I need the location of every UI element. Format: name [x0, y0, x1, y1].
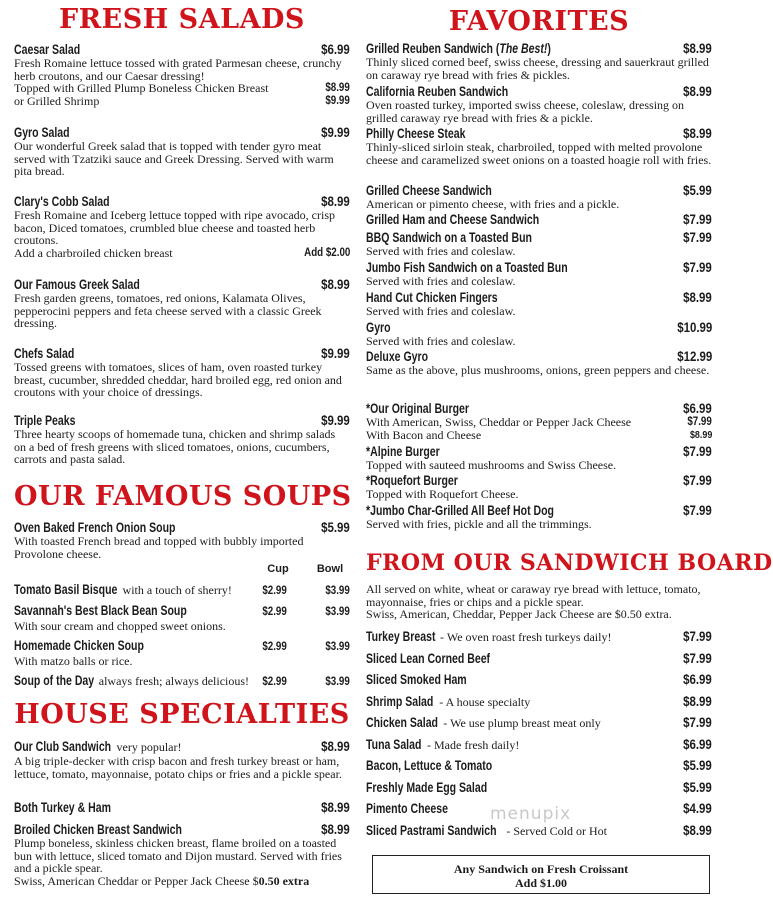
item-note: - Served Cold or Hot [503, 824, 607, 838]
item-name: Tomato Basil Bisque [14, 582, 118, 597]
menu-item-tomato-bisque [14, 582, 350, 599]
item-name: Chefs Salad [14, 346, 75, 361]
item-description: Served with fries and coleslaw. [366, 274, 516, 288]
item-addon: or Grilled Shrimp [14, 93, 100, 108]
item-note: - A house specialty [436, 695, 531, 709]
item-price: $9.99 [321, 346, 350, 361]
menu-item-philly-cheese-steak [366, 126, 712, 166]
item-price: $8.99 [683, 290, 712, 305]
item-description: A big triple-decker with crisp bacon and fresh turkey breast or ham, lettuce, tomato, mayonnaise, potato chips or fries and a pickle spear. [14, 754, 342, 781]
menu-item-bbq-sandwich [366, 230, 712, 258]
item-name: Deluxe Gyro [366, 349, 429, 364]
item-price: $8.99 [321, 822, 350, 837]
item-description: Served with fries, pickle and all the trimmings. [366, 517, 592, 531]
item-price: $8.99 [683, 694, 712, 709]
item-description: American or pimento cheese, with fries and a pickle. [366, 197, 620, 211]
menu-item-soup-of-the-day [14, 673, 350, 690]
item-description: Fresh Romaine and Iceberg lettuce topped with ripe avocado, crisp bacon, Diced tomatoes, crumbled blue cheese and toasted herb croutons. [14, 208, 336, 247]
item-name: Pimento Cheese [366, 801, 448, 816]
item-name: Gyro [366, 320, 391, 335]
item-name: Grilled Cheese Sandwich [366, 183, 492, 198]
item-name: Bacon, Lettuce & Tomato [366, 758, 493, 773]
cup-price: $2.99 [262, 585, 287, 597]
item-name: Jumbo Fish Sandwich on a Toasted Bun [366, 260, 568, 275]
soups-heading: OUR FAMOUS SOUPS [14, 481, 352, 512]
item-addon-price: $8.99 [689, 428, 712, 441]
item-name-italic: The Best! [499, 41, 548, 56]
item-description: Topped with sauteed mushrooms and Swiss Cheese. [366, 458, 617, 472]
item-price: $8.99 [321, 800, 350, 815]
item-name: Our Famous Greek Salad [14, 277, 140, 292]
item-name: *Jumbo Char-Grilled All Beef Hot Dog [366, 503, 555, 518]
item-description: Served with fries and coleslaw. [366, 304, 516, 318]
item-price: $6.99 [683, 737, 712, 752]
croissant-box [372, 855, 710, 894]
item-description: With sour cream and chopped sweet onions. [14, 619, 226, 633]
item-addon-price: Add $2.00 [303, 246, 350, 259]
menu-item-deluxe-gyro [366, 349, 712, 377]
item-description: Three hearty scoops of homemade tuna, chicken and shrimp salads on a bed of fresh greens with sliced tomatoes, onions, cucumbers, carrots and pasta salad. [14, 427, 336, 466]
board-item-blt [366, 758, 712, 773]
menu-item-hot-dog [366, 503, 712, 531]
item-price: $6.99 [321, 42, 350, 57]
item-price: $7.99 [683, 629, 712, 644]
item-description: Fresh Romaine lettuce tossed with grated Parmesan cheese, crunchy herb croutons, and our Caesar dressing! [14, 56, 342, 83]
cup-price: $2.99 [262, 641, 287, 653]
item-name-main: Grilled Reuben Sandwich ( [366, 41, 500, 56]
item-price: $7.99 [683, 260, 712, 275]
item-price: $9.99 [321, 125, 350, 140]
board-item-corned-beef [366, 651, 712, 666]
board-item-tuna-salad [366, 737, 712, 753]
item-name: Homemade Chicken Soup [14, 638, 144, 653]
cheese-extra [14, 875, 350, 888]
item-name: Grilled Ham and Cheese Sandwich [366, 212, 540, 227]
item-price: $7.99 [683, 651, 712, 666]
item-price: $7.99 [683, 444, 712, 459]
cup-label: Cup [267, 563, 289, 575]
item-name: Freshly Made Egg Salad [366, 780, 488, 795]
item-price: $8.99 [321, 277, 350, 292]
item-description: Thinly-sliced sirloin steak, charbroiled, topped with melted provolone cheese and caramelized sweet onions on a toasted hoagie roll with fries. [366, 140, 712, 167]
menu-item-alpine-burger [366, 444, 712, 472]
item-name: Triple Peaks [14, 413, 76, 428]
item-price: $5.99 [683, 780, 712, 795]
item-name: Our Club Sandwich [14, 739, 112, 754]
croissant-price: Add $1.00 [514, 876, 567, 890]
menu-item-chicken-soup [14, 638, 350, 668]
item-description: Topped with Roquefort Cheese. [366, 487, 519, 501]
item-addon-price: $9.99 [325, 94, 350, 107]
item-name: Hand Cut Chicken Fingers [366, 290, 498, 305]
menu-item-roquefort-burger [366, 473, 712, 501]
item-addon-price: $7.99 [687, 416, 712, 428]
menu-item-california-reuben [366, 84, 712, 124]
item-description: Our wonderful Greek salad that is topped with tender gyro meat served with Tzatziki sauce and Greek Dressing. Served with warm pita bread. [14, 139, 334, 178]
item-name: Oven Baked French Onion Soup [14, 520, 176, 535]
item-price: $10.99 [676, 320, 712, 335]
menu-item-gyro [366, 320, 712, 348]
item-description: With matzo balls or rice. [14, 654, 133, 668]
menu-item-grilled-ham-cheese [366, 212, 712, 227]
item-addon: Add a charbroiled chicken breast [14, 245, 173, 260]
bowl-price: $3.99 [325, 676, 350, 688]
bowl-label: Bowl [316, 563, 344, 575]
cup-price: $2.99 [262, 606, 287, 618]
item-name: Clary's Cobb Salad [14, 194, 110, 209]
menu-item-black-bean-soup [14, 603, 350, 633]
menu-item-gyro-salad [14, 125, 350, 178]
item-name: Philly Cheese Steak [366, 126, 466, 141]
item-name: Sliced Lean Corned Beef [366, 651, 491, 666]
menu-item-grilled-reuben [366, 41, 712, 81]
menu-item-triple-peaks [14, 413, 350, 466]
cheese-extra-text: Swiss, American Cheddar or Pepper Jack Cheese $ [14, 873, 259, 888]
item-name: BBQ Sandwich on a Toasted Bun [366, 230, 532, 245]
item-addon: With American, Swiss, Cheddar or Pepper Jack Cheese [366, 415, 632, 429]
item-price: $6.99 [683, 401, 712, 416]
item-name: Sliced Smoked Ham [366, 672, 467, 687]
item-name-end: ) [547, 41, 551, 56]
item-price: $5.99 [321, 520, 350, 535]
item-description: With toasted French bread and topped with bubbly imported Provolone cheese. [14, 534, 304, 561]
item-note: - We oven roast fresh turkeys daily! [437, 630, 612, 644]
item-price: $8.99 [683, 823, 712, 838]
item-description: Fresh garden greens, tomatoes, red onions, Kalamata Olives, pepperocini peppers and feta cheese served with a classic Greek dressing. [14, 291, 322, 330]
menu-item-broiled-chicken [14, 822, 350, 887]
menu-item-turkey-ham [14, 800, 350, 815]
menu-item-chefs-salad [14, 346, 350, 399]
item-name: *Roquefort Burger [366, 473, 458, 488]
item-note: with a touch of sherry! [122, 583, 232, 597]
fresh-salads-heading: FRESH SALADS [59, 4, 305, 35]
item-price: $8.99 [683, 41, 712, 56]
item-description: Plump boneless, skinless chicken breast, flame broiled on a toasted bun with lettuce, sliced tomato and Dijon mustard. Served with fries and a pickle spear. [14, 836, 342, 875]
intro-text: All served on white, wheat or caraway rye bread with lettuce, tomato, mayonnaise, fries or chips and a pickle spear. [366, 582, 701, 609]
menu-item-caesar-salad [14, 42, 350, 107]
cheese-extra-price: 0.50 extra [258, 873, 310, 888]
menu-item-cobb-salad [14, 194, 350, 259]
board-item-turkey-breast [366, 629, 712, 645]
bowl-price: $3.99 [325, 585, 350, 597]
item-price: $6.99 [683, 672, 712, 687]
item-description: Thinly sliced corned beef, swiss cheese, dressing and sauerkraut grilled on caraway rye bread with fries & pickles. [366, 55, 709, 82]
item-price: $8.99 [321, 194, 350, 209]
item-name: Tuna Salad [366, 737, 422, 752]
favorites-heading: FAVORITES [448, 6, 630, 37]
bowl-price: $3.99 [325, 606, 350, 618]
item-price: $9.99 [321, 413, 350, 428]
item-name: Gyro Salad [14, 125, 70, 140]
menu-item-french-onion-soup [14, 520, 350, 560]
item-name: Broiled Chicken Breast Sandwich [14, 822, 182, 837]
item-description: Tossed greens with tomatoes, slices of ham, oven roasted turkey breast, cucumber, shredded cheddar, hard broiled egg, red onion and croutons with your choice of dressings. [14, 360, 342, 399]
item-price: $8.99 [683, 84, 712, 99]
menu-item-club-sandwich [14, 739, 350, 780]
item-note: very popular! [116, 740, 182, 754]
item-name: California Reuben Sandwich [366, 84, 509, 99]
item-price: $7.99 [683, 212, 712, 227]
item-note: - Made fresh daily! [424, 738, 520, 752]
item-name: Both Turkey & Ham [14, 800, 111, 815]
menu-item-greek-salad [14, 277, 350, 330]
item-description: Served with fries and coleslaw. [366, 334, 516, 348]
item-addon: With Bacon and Cheese [366, 427, 482, 442]
item-price: $7.99 [683, 473, 712, 488]
item-name: Savannah's Best Black Bean Soup [14, 603, 187, 618]
menupix-watermark: menupix [490, 804, 572, 824]
board-item-smoked-ham [366, 672, 712, 687]
item-price: $4.99 [683, 801, 712, 816]
soup-size-header [14, 562, 350, 577]
item-addon-price: $8.99 [325, 82, 350, 94]
item-description: Served with fries and coleslaw. [366, 244, 516, 258]
board-item-egg-salad [366, 780, 712, 795]
sandwich-board-heading: FROM OUR SANDWICH BOARD [366, 550, 773, 576]
item-name: Chicken Salad [366, 715, 438, 730]
item-price: $8.99 [321, 739, 350, 754]
board-item-pastrami [366, 823, 712, 839]
item-name: Caesar Salad [14, 42, 81, 57]
item-description: Oven roasted turkey, imported swiss cheese, coleslaw, dressing on grilled caraway rye bread with fries & a pickle. [366, 98, 685, 125]
item-name: Shrimp Salad [366, 694, 434, 709]
item-price: $7.99 [683, 503, 712, 518]
item-price: $5.99 [683, 758, 712, 773]
item-name [366, 41, 551, 56]
cup-price: $2.99 [262, 676, 287, 688]
item-name: Sliced Pastrami Sandwich [366, 823, 497, 838]
item-name: Soup of the Day [14, 673, 95, 688]
item-price: $7.99 [683, 715, 712, 730]
item-price: $12.99 [676, 349, 712, 364]
item-price: $5.99 [683, 183, 712, 198]
menu-item-chicken-fingers [366, 290, 712, 318]
intro-cheese-text: Swiss, American, Cheddar, Pepper Jack Cheese are $0.50 extra. [366, 607, 672, 621]
croissant-line: Any Sandwich on Fresh Croissant [453, 862, 629, 876]
item-name: *Our Original Burger [366, 401, 469, 416]
board-item-chicken-salad [366, 715, 712, 731]
item-price: $8.99 [683, 126, 712, 141]
board-item-shrimp-salad [366, 694, 712, 710]
item-description: Same as the above, plus mushrooms, onions, green peppers and cheese. [366, 363, 710, 377]
item-note: - We use plump breast meat only [440, 716, 601, 730]
item-price: $7.99 [683, 230, 712, 245]
sandwich-board-intro [366, 583, 712, 621]
item-name: Turkey Breast [366, 629, 436, 644]
menu-item-original-burger [366, 401, 712, 441]
item-name: *Alpine Burger [366, 444, 440, 459]
menu-item-jumbo-fish [366, 260, 712, 288]
item-note: always fresh; always delicious! [98, 674, 250, 688]
item-addon: Topped with Grilled Plump Boneless Chicken Breast [14, 81, 269, 95]
bowl-price: $3.99 [325, 641, 350, 653]
house-specialties-heading: HOUSE SPECIALTIES [14, 699, 350, 730]
menu-item-grilled-cheese [366, 183, 712, 211]
